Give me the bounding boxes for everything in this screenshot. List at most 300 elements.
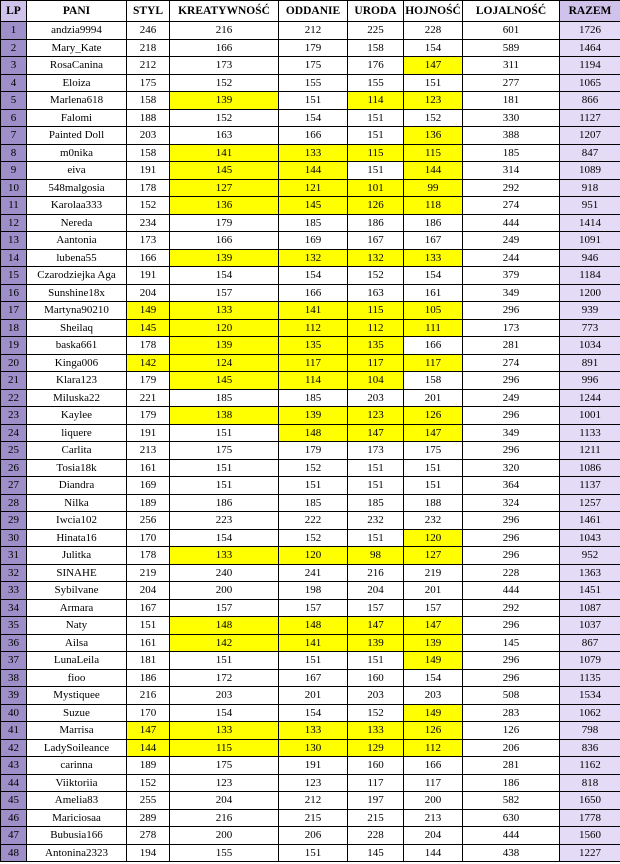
cell-styl: 181 (127, 652, 170, 670)
cell-lp: 24 (1, 424, 27, 442)
cell-lp: 44 (1, 774, 27, 792)
cell-lojalnosc: 292 (463, 179, 560, 197)
table-row (1, 477, 620, 495)
cell-lojalnosc: 349 (463, 424, 560, 442)
cell-uroda: 160 (348, 669, 404, 687)
cell-styl: 144 (127, 739, 170, 757)
cell-kreatywnosc: 123 (170, 774, 279, 792)
cell-styl: 173 (127, 232, 170, 250)
cell-hojnosc: 126 (404, 407, 463, 425)
cell-hojnosc: 188 (404, 494, 463, 512)
cell-styl: 213 (127, 442, 170, 460)
cell-kreatywnosc: 173 (170, 57, 279, 75)
header-row (1, 1, 620, 22)
cell-lp: 33 (1, 582, 27, 600)
cell-pani: Eloiza (27, 74, 127, 92)
cell-uroda: 225 (348, 22, 404, 40)
cell-uroda: 115 (348, 302, 404, 320)
cell-oddanie: 241 (279, 564, 348, 582)
cell-lp: 12 (1, 214, 27, 232)
cell-lojalnosc: 296 (463, 302, 560, 320)
cell-lp: 23 (1, 407, 27, 425)
cell-styl: 256 (127, 512, 170, 530)
cell-lp: 40 (1, 704, 27, 722)
table-row (1, 302, 620, 320)
cell-lp: 48 (1, 844, 27, 862)
cell-pani: eiva (27, 162, 127, 180)
cell-kreatywnosc: 145 (170, 162, 279, 180)
cell-hojnosc: 157 (404, 599, 463, 617)
cell-styl: 145 (127, 319, 170, 337)
cell-styl: 216 (127, 687, 170, 705)
cell-uroda: 147 (348, 424, 404, 442)
cell-styl: 246 (127, 22, 170, 40)
cell-oddanie: 185 (279, 389, 348, 407)
cell-lojalnosc: 274 (463, 197, 560, 215)
table-row (1, 529, 620, 547)
cell-styl: 161 (127, 459, 170, 477)
cell-pani: andzia9994 (27, 22, 127, 40)
cell-hojnosc: 204 (404, 827, 463, 845)
cell-lp: 13 (1, 232, 27, 250)
cell-oddanie: 151 (279, 92, 348, 110)
cell-lp: 42 (1, 739, 27, 757)
cell-razem: 952 (560, 547, 620, 565)
cell-razem: 1086 (560, 459, 620, 477)
cell-lp: 21 (1, 372, 27, 390)
cell-kreatywnosc: 175 (170, 442, 279, 460)
cell-kreatywnosc: 124 (170, 354, 279, 372)
cell-lp: 6 (1, 109, 27, 127)
cell-hojnosc: 201 (404, 582, 463, 600)
cell-hojnosc: 127 (404, 547, 463, 565)
cell-lojalnosc: 296 (463, 512, 560, 530)
table-row (1, 424, 620, 442)
table-row (1, 407, 620, 425)
cell-pani: Ailsa (27, 634, 127, 652)
cell-lp: 18 (1, 319, 27, 337)
cell-kreatywnosc: 151 (170, 424, 279, 442)
cell-pani: Bubusia166 (27, 827, 127, 845)
cell-razem: 818 (560, 774, 620, 792)
cell-razem: 773 (560, 319, 620, 337)
cell-razem: 1211 (560, 442, 620, 460)
cell-hojnosc: 144 (404, 844, 463, 862)
cell-pani: Kinga006 (27, 354, 127, 372)
cell-razem: 1062 (560, 704, 620, 722)
cell-razem: 1778 (560, 809, 620, 827)
cell-lojalnosc: 330 (463, 109, 560, 127)
table-row (1, 582, 620, 600)
cell-hojnosc: 201 (404, 389, 463, 407)
table-row (1, 267, 620, 285)
cell-lp: 22 (1, 389, 27, 407)
cell-kreatywnosc: 166 (170, 232, 279, 250)
cell-razem: 1726 (560, 22, 620, 40)
cell-lojalnosc: 292 (463, 599, 560, 617)
cell-hojnosc: 105 (404, 302, 463, 320)
cell-kreatywnosc: 133 (170, 302, 279, 320)
table-row (1, 74, 620, 92)
cell-uroda: 152 (348, 704, 404, 722)
cell-razem: 918 (560, 179, 620, 197)
header-styl: STYL (127, 1, 170, 22)
cell-hojnosc: 151 (404, 74, 463, 92)
cell-pani: Sunshine18x (27, 284, 127, 302)
table-row (1, 634, 620, 652)
cell-oddanie: 151 (279, 477, 348, 495)
cell-hojnosc: 117 (404, 774, 463, 792)
cell-oddanie: 130 (279, 739, 348, 757)
cell-oddanie: 154 (279, 704, 348, 722)
cell-razem: 951 (560, 197, 620, 215)
cell-razem: 1162 (560, 757, 620, 775)
cell-styl: 255 (127, 792, 170, 810)
table-row (1, 827, 620, 845)
cell-lp: 3 (1, 57, 27, 75)
cell-oddanie: 139 (279, 407, 348, 425)
cell-lp: 14 (1, 249, 27, 267)
cell-uroda: 104 (348, 372, 404, 390)
cell-lp: 5 (1, 92, 27, 110)
cell-lojalnosc: 228 (463, 564, 560, 582)
table-row (1, 337, 620, 355)
cell-razem: 1227 (560, 844, 620, 862)
cell-styl: 142 (127, 354, 170, 372)
cell-kreatywnosc: 186 (170, 494, 279, 512)
cell-pani: Armara (27, 599, 127, 617)
table-row (1, 109, 620, 127)
cell-hojnosc: 115 (404, 144, 463, 162)
cell-lojalnosc: 126 (463, 722, 560, 740)
cell-hojnosc: 136 (404, 127, 463, 145)
cell-hojnosc: 147 (404, 617, 463, 635)
table-row (1, 652, 620, 670)
cell-oddanie: 185 (279, 214, 348, 232)
cell-hojnosc: 147 (404, 57, 463, 75)
cell-oddanie: 215 (279, 809, 348, 827)
cell-hojnosc: 152 (404, 109, 463, 127)
cell-uroda: 117 (348, 774, 404, 792)
cell-styl: 191 (127, 424, 170, 442)
cell-lp: 28 (1, 494, 27, 512)
cell-kreatywnosc: 185 (170, 389, 279, 407)
cell-lojalnosc: 508 (463, 687, 560, 705)
cell-lojalnosc: 296 (463, 547, 560, 565)
cell-lojalnosc: 296 (463, 372, 560, 390)
cell-kreatywnosc: 141 (170, 144, 279, 162)
cell-uroda: 147 (348, 617, 404, 635)
cell-hojnosc: 228 (404, 22, 463, 40)
cell-lojalnosc: 206 (463, 739, 560, 757)
cell-uroda: 160 (348, 757, 404, 775)
cell-hojnosc: 166 (404, 337, 463, 355)
cell-uroda: 129 (348, 739, 404, 757)
cell-lp: 1 (1, 22, 27, 40)
cell-razem: 1137 (560, 477, 620, 495)
cell-styl: 278 (127, 827, 170, 845)
table-row (1, 319, 620, 337)
cell-hojnosc: 111 (404, 319, 463, 337)
cell-hojnosc: 158 (404, 372, 463, 390)
cell-uroda: 101 (348, 179, 404, 197)
cell-razem: 1451 (560, 582, 620, 600)
cell-lp: 30 (1, 529, 27, 547)
cell-lp: 34 (1, 599, 27, 617)
cell-pani: Mystiquee (27, 687, 127, 705)
table-row (1, 739, 620, 757)
cell-uroda: 157 (348, 599, 404, 617)
cell-lp: 16 (1, 284, 27, 302)
cell-oddanie: 148 (279, 617, 348, 635)
cell-styl: 161 (127, 634, 170, 652)
table-row (1, 197, 620, 215)
cell-oddanie: 175 (279, 57, 348, 75)
cell-lojalnosc: 296 (463, 617, 560, 635)
cell-pani: Julitka (27, 547, 127, 565)
cell-pani: fioo (27, 669, 127, 687)
cell-pani: baska661 (27, 337, 127, 355)
cell-styl: 149 (127, 302, 170, 320)
table-row (1, 617, 620, 635)
cell-kreatywnosc: 154 (170, 267, 279, 285)
cell-hojnosc: 139 (404, 634, 463, 652)
cell-lp: 38 (1, 669, 27, 687)
cell-pani: Amelia83 (27, 792, 127, 810)
cell-lojalnosc: 379 (463, 267, 560, 285)
cell-pani: RosaCanina (27, 57, 127, 75)
cell-uroda: 151 (348, 652, 404, 670)
cell-hojnosc: 219 (404, 564, 463, 582)
cell-oddanie: 179 (279, 442, 348, 460)
cell-kreatywnosc: 157 (170, 284, 279, 302)
cell-styl: 152 (127, 774, 170, 792)
cell-uroda: 132 (348, 249, 404, 267)
cell-lojalnosc: 281 (463, 757, 560, 775)
cell-lojalnosc: 630 (463, 809, 560, 827)
cell-lojalnosc: 181 (463, 92, 560, 110)
cell-oddanie: 123 (279, 774, 348, 792)
cell-oddanie: 145 (279, 197, 348, 215)
table-row (1, 792, 620, 810)
cell-uroda: 151 (348, 477, 404, 495)
cell-razem: 1534 (560, 687, 620, 705)
cell-kreatywnosc: 151 (170, 477, 279, 495)
cell-razem: 1135 (560, 669, 620, 687)
cell-hojnosc: 99 (404, 179, 463, 197)
cell-lojalnosc: 589 (463, 39, 560, 57)
cell-oddanie: 167 (279, 669, 348, 687)
cell-pani: carinna (27, 757, 127, 775)
cell-styl: 170 (127, 529, 170, 547)
cell-styl: 179 (127, 372, 170, 390)
cell-oddanie: 179 (279, 39, 348, 57)
cell-uroda: 126 (348, 197, 404, 215)
cell-kreatywnosc: 200 (170, 582, 279, 600)
cell-lojalnosc: 277 (463, 74, 560, 92)
cell-oddanie: 120 (279, 547, 348, 565)
cell-kreatywnosc: 139 (170, 92, 279, 110)
cell-styl: 219 (127, 564, 170, 582)
cell-razem: 847 (560, 144, 620, 162)
header-uroda: URODA (348, 1, 404, 22)
cell-styl: 234 (127, 214, 170, 232)
cell-styl: 204 (127, 582, 170, 600)
cell-hojnosc: 154 (404, 39, 463, 57)
cell-kreatywnosc: 120 (170, 319, 279, 337)
cell-hojnosc: 112 (404, 739, 463, 757)
cell-styl: 169 (127, 477, 170, 495)
cell-razem: 1257 (560, 494, 620, 512)
cell-lojalnosc: 296 (463, 442, 560, 460)
cell-uroda: 151 (348, 109, 404, 127)
cell-razem: 867 (560, 634, 620, 652)
cell-oddanie: 157 (279, 599, 348, 617)
cell-styl: 194 (127, 844, 170, 862)
table-row (1, 372, 620, 390)
cell-lojalnosc: 173 (463, 319, 560, 337)
table-row (1, 494, 620, 512)
cell-lp: 20 (1, 354, 27, 372)
cell-lp: 8 (1, 144, 27, 162)
cell-lojalnosc: 186 (463, 774, 560, 792)
cell-lp: 26 (1, 459, 27, 477)
cell-razem: 866 (560, 92, 620, 110)
cell-kreatywnosc: 148 (170, 617, 279, 635)
cell-lp: 29 (1, 512, 27, 530)
cell-pani: Diandra (27, 477, 127, 495)
cell-styl: 151 (127, 617, 170, 635)
cell-styl: 218 (127, 39, 170, 57)
cell-pani: liquere (27, 424, 127, 442)
cell-razem: 996 (560, 372, 620, 390)
cell-pani: Antonina2323 (27, 844, 127, 862)
cell-kreatywnosc: 151 (170, 652, 279, 670)
cell-lp: 37 (1, 652, 27, 670)
cell-kreatywnosc: 172 (170, 669, 279, 687)
cell-oddanie: 112 (279, 319, 348, 337)
cell-pani: Painted Doll (27, 127, 127, 145)
cell-uroda: 155 (348, 74, 404, 92)
cell-lp: 46 (1, 809, 27, 827)
cell-uroda: 123 (348, 407, 404, 425)
cell-razem: 1087 (560, 599, 620, 617)
cell-lp: 10 (1, 179, 27, 197)
cell-hojnosc: 167 (404, 232, 463, 250)
cell-pani: Karolaa333 (27, 197, 127, 215)
cell-oddanie: 148 (279, 424, 348, 442)
cell-hojnosc: 213 (404, 809, 463, 827)
table-row (1, 809, 620, 827)
cell-uroda: 115 (348, 144, 404, 162)
cell-pani: Klara123 (27, 372, 127, 390)
cell-lojalnosc: 444 (463, 214, 560, 232)
cell-lp: 41 (1, 722, 27, 740)
cell-styl: 178 (127, 337, 170, 355)
cell-kreatywnosc: 151 (170, 459, 279, 477)
cell-razem: 1464 (560, 39, 620, 57)
cell-styl: 147 (127, 722, 170, 740)
cell-lp: 7 (1, 127, 27, 145)
cell-kreatywnosc: 152 (170, 74, 279, 92)
cell-hojnosc: 147 (404, 424, 463, 442)
cell-styl: 203 (127, 127, 170, 145)
table-row (1, 774, 620, 792)
header-oddanie: ODDANIE (279, 1, 348, 22)
table-row (1, 249, 620, 267)
cell-styl: 175 (127, 74, 170, 92)
cell-razem: 1650 (560, 792, 620, 810)
cell-styl: 178 (127, 547, 170, 565)
table-row (1, 564, 620, 582)
cell-lojalnosc: 145 (463, 634, 560, 652)
cell-oddanie: 117 (279, 354, 348, 372)
cell-kreatywnosc: 133 (170, 547, 279, 565)
cell-styl: 167 (127, 599, 170, 617)
cell-uroda: 114 (348, 92, 404, 110)
header-kreatywnosc: KREATYWNOŚĆ (170, 1, 279, 22)
cell-uroda: 98 (348, 547, 404, 565)
cell-oddanie: 154 (279, 267, 348, 285)
cell-lojalnosc: 349 (463, 284, 560, 302)
cell-kreatywnosc: 139 (170, 249, 279, 267)
cell-oddanie: 152 (279, 529, 348, 547)
cell-razem: 1043 (560, 529, 620, 547)
cell-oddanie: 166 (279, 284, 348, 302)
cell-uroda: 216 (348, 564, 404, 582)
cell-uroda: 186 (348, 214, 404, 232)
cell-hojnosc: 149 (404, 704, 463, 722)
cell-styl: 189 (127, 757, 170, 775)
cell-hojnosc: 200 (404, 792, 463, 810)
cell-hojnosc: 203 (404, 687, 463, 705)
cell-lojalnosc: 283 (463, 704, 560, 722)
cell-pani: Mary_Kate (27, 39, 127, 57)
cell-oddanie: 141 (279, 302, 348, 320)
cell-lojalnosc: 244 (463, 249, 560, 267)
table-row (1, 92, 620, 110)
cell-razem: 1034 (560, 337, 620, 355)
table-row (1, 547, 620, 565)
cell-kreatywnosc: 139 (170, 337, 279, 355)
cell-kreatywnosc: 203 (170, 687, 279, 705)
cell-pani: Nilka (27, 494, 127, 512)
cell-styl: 152 (127, 197, 170, 215)
cell-lojalnosc: 444 (463, 827, 560, 845)
cell-hojnosc: 151 (404, 459, 463, 477)
cell-pani: Sheilaq (27, 319, 127, 337)
cell-kreatywnosc: 223 (170, 512, 279, 530)
cell-uroda: 167 (348, 232, 404, 250)
cell-razem: 1244 (560, 389, 620, 407)
cell-oddanie: 135 (279, 337, 348, 355)
cell-kreatywnosc: 138 (170, 407, 279, 425)
cell-pani: Czarodziejka Aga (27, 267, 127, 285)
cell-styl: 179 (127, 407, 170, 425)
cell-lojalnosc: 364 (463, 477, 560, 495)
table-row (1, 284, 620, 302)
cell-hojnosc: 149 (404, 652, 463, 670)
cell-pani: Falomi (27, 109, 127, 127)
cell-pani: Hinata16 (27, 529, 127, 547)
cell-styl: 191 (127, 162, 170, 180)
cell-hojnosc: 118 (404, 197, 463, 215)
cell-hojnosc: 120 (404, 529, 463, 547)
cell-lp: 35 (1, 617, 27, 635)
cell-oddanie: 185 (279, 494, 348, 512)
cell-kreatywnosc: 115 (170, 739, 279, 757)
cell-pani: Tosia18k (27, 459, 127, 477)
